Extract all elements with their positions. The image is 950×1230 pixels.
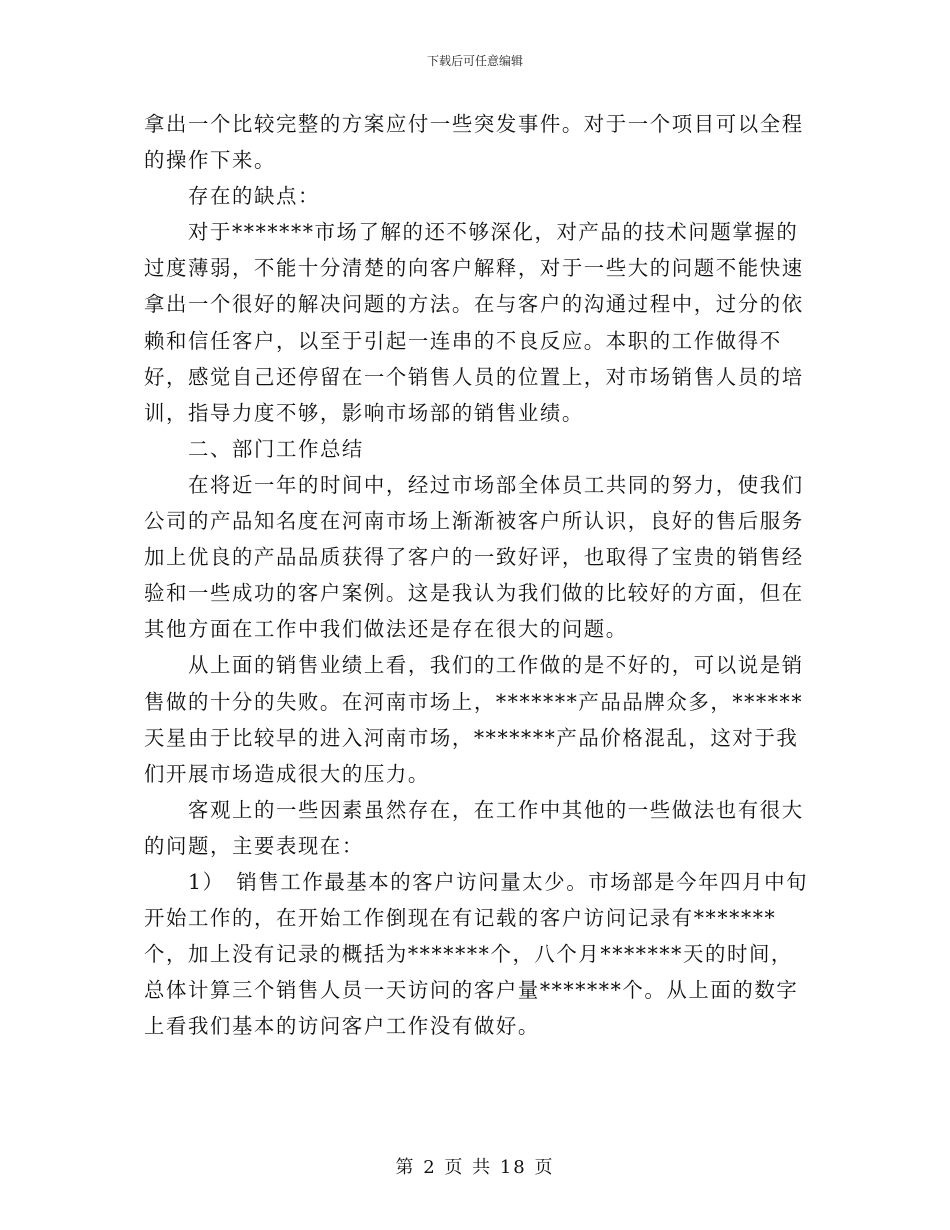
document-body bbox=[144, 106, 814, 1044]
paragraph-shortcomings: 对于*******市场了解的还不够深化，对产品的技术问题掌握的过度薄弱，不能十分清楚的向客户解释，对于一些大的问题不能快速拿出一个很好的解决问题的方法。在与客户的沟通过程中，过分的依赖和信任客户，以至于引起一连串的不良反应。本职的工作做得不好，感觉自己还停留在一个销售人员的位置上，对市场销售人员的培训，指导力度不够，影响市场部的销售业绩。 bbox=[144, 220, 804, 425]
page-footer-number: 第 2 页 共 18 页 bbox=[395, 1157, 555, 1178]
page-header-note: 下载后可任意编辑 bbox=[426, 54, 523, 68]
paragraph-sales-performance: 从上面的销售业绩上看，我们的工作做的是不好的，可以说是销售做的十分的失败。在河南市场上，*******产品品牌众多，******天星由于比较早的进入河南市场，*******产品价格混乱，这对于我们开展市场造成很大的压力。 bbox=[144, 653, 804, 786]
list-item-1: 1） 销售工作最基本的客户访问量太少。市场部是今年四月中旬开始工作的，在开始工作倒现在有记载的客户访问记录有*******个，加上没有记录的概括为*******个，八个月*******天的时间，总体计算三个销售人员一天访问的客户量*******个。从上面的数字上看我们基本的访问客户工作没有做好。 bbox=[144, 869, 809, 1039]
paragraph-department-summary: 在将近一年的时间中，经过市场部全体员工共同的努力，使我们公司的产品知名度在河南市场上渐渐被客户所认识，良好的售后服务加上优良的产品品质获得了客户的一致好评，也取得了宝贵的销售经验和一些成功的客户案例。这是我认为我们做的比较好的方面，但在其他方面在工作中我们做法还是存在很大的问题。 bbox=[144, 472, 804, 642]
paragraph-objective-factors: 客观上的一些因素虽然存在，在工作中其他的一些做法也有很大的问题，主要表现在： bbox=[144, 797, 804, 858]
paragraph-continuation: 拿出一个比较完整的方案应付一些突发事件。对于一个项目可以全程的操作下来。 bbox=[144, 112, 804, 173]
section-heading-shortcomings: 存在的缺点： bbox=[188, 184, 320, 209]
section-heading-department-summary: 二、部门工作总结 bbox=[188, 436, 364, 461]
